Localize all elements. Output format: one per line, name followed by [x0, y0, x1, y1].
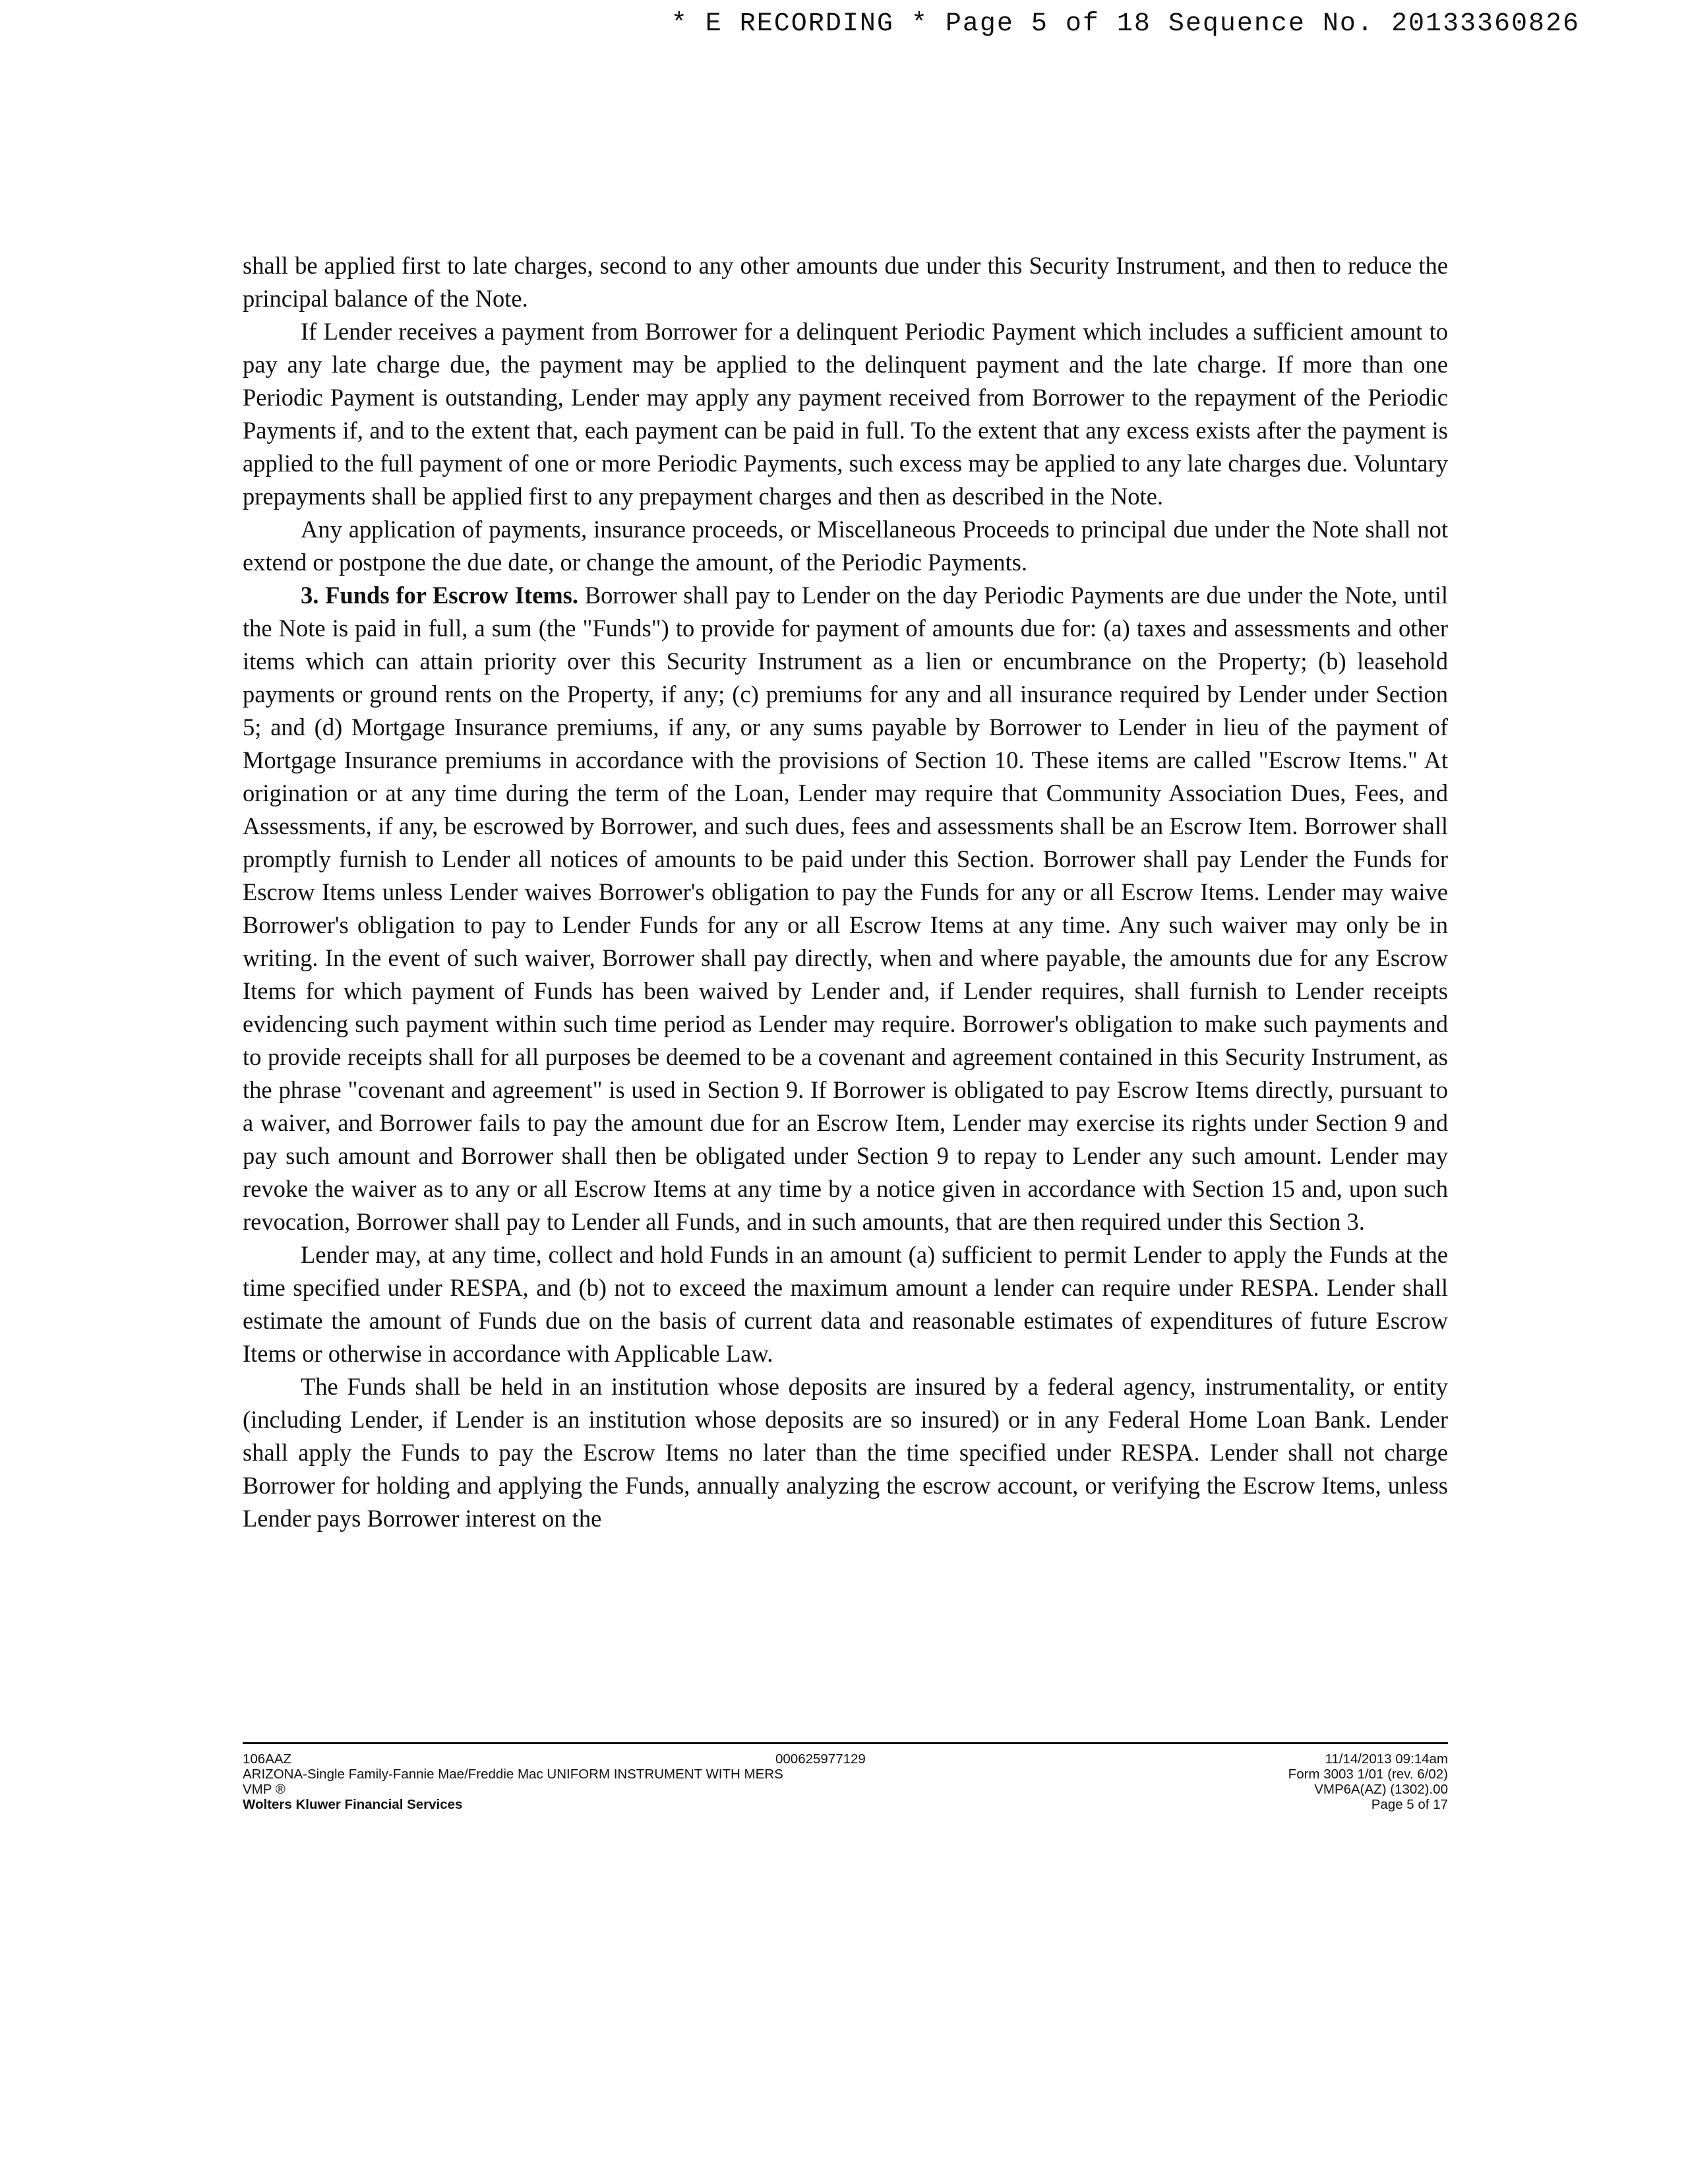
footer-vmp: VMP ® — [243, 1782, 286, 1797]
footer-middle-column — [775, 1751, 866, 1767]
paragraph-late-charges: shall be applied first to late charges, second to any other amounts due under this Security Instrument, and then to reduce the principal balance of the Note. — [243, 252, 1448, 312]
footer-page-number: Page 5 of 17 — [1371, 1797, 1448, 1812]
footer-left-column — [243, 1751, 783, 1812]
footer-form-title: ARIZONA-Single Family-Fannie Mae/Freddie Mac UNIFORM INSTRUMENT WITH MERS — [243, 1767, 783, 1782]
paragraph-funds-hold: Lender may, at any time, collect and hold Funds in an amount (a) sufficient to permit Lender to apply the Funds at the time specified under RESPA, and (b) not to exceed the maximum amount a lender can require under RESPA. Lender shall estimate the amount of Funds due on the basis of current data and reasonable estimates of expenditures of future Escrow Items or otherwise in accordance with Applicable Law. — [243, 1241, 1448, 1367]
recording-header: * E RECORDING * Page 5 of 18 Sequence No. 20133360826 — [671, 9, 1580, 39]
footer-vmp-code: VMP6A(AZ) (1302).00 — [1314, 1782, 1448, 1797]
footer-loan-number: 000625977129 — [775, 1751, 866, 1767]
paragraph-funds-institution: The Funds shall be held in an institution whose deposits are insured by a federal agency, instrumentality, or entity (including Lender, if Lender is an institution whose deposits are so insured) or in any Federal Home Loan Bank. Lender shall apply the Funds to pay the Escrow Items no later than the time specified under RESPA. Lender shall not charge Borrower for holding and applying the Funds, annually analyzing the escrow account, or verifying the Escrow Items, unless Lender pays Borrower interest on the — [243, 1373, 1448, 1532]
paragraph-delinquent-payment: If Lender receives a payment from Borrower for a delinquent Periodic Payment which includes a sufficient amount to pay any late charge due, the payment may be applied to the delinquent payment and the late charge. If more than one Periodic Payment is outstanding, Lender may apply any payment received from Borrower to the repayment of the Periodic Payments if, and to the extent that, each payment can be paid in full. To the extent that any excess exists after the payment is applied to the full payment of one or more Periodic Payments, such excess may be applied to any late charges due. Voluntary prepayments shall be applied first to any prepayment charges and then as described in the Note. — [243, 318, 1448, 510]
section-3-heading: 3. Funds for Escrow Items. — [301, 582, 579, 609]
paragraph-application-of-payments: Any application of payments, insurance proceeds, or Miscellaneous Proceeds to principal due under the Note shall not extend or postpone the due date, or change the amount, of the Periodic Payments. — [243, 516, 1448, 576]
section-3-text: Borrower shall pay to Lender on the day Periodic Payments are due under the Note, until the Note is paid in full, a sum (the "Funds") to provide for payment of amounts due for: (a) taxes and assessments and other items which can attain priority over this Security Instrument as a lien or encumbrance on the Property; (b) leasehold payments or ground rents on the Property, if any; (c) premiums for any and all insurance required by Lender under Section 5; and (d) Mortgage Insurance premiums, if any, or any sums payable by Borrower to Lender in lieu of the payment of Mortgage Insurance premiums in accordance with the provisions of Section 10. These items are called "Escrow Items." At origination or at any time during the term of the Loan, Lender may require that Community Association Dues, Fees, and Assessments, if any, be escrowed by Borrower, and such dues, fees and assessments shall be an Escrow Item. Borrower shall promptly furnish to Lender all notices of amounts to be paid under this Section. Borrower shall pay Lender the Funds for Escrow Items unless Lender waives Borrower's obligation to pay the Funds for any or all Escrow Items. Lender may waive Borrower's obligation to pay to Lender Funds for any or all Escrow Items at any time. Any such waiver may only be in writing. In the event of such waiver, Borrower shall pay directly, when and where payable, the amounts due for any Escrow Items for which payment of Funds has been waived by Lender and, if Lender requires, shall furnish to Lender receipts evidencing such payment within such time period as Lender may require. Borrower's obligation to make such payments and to provide receipts shall for all purposes be deemed to be a covenant and agreement contained in this Security Instrument, as the phrase "covenant and agreement" is used in Section 9. If Borrower is obligated to pay Escrow Items directly, pursuant to a waiver, and Borrower fails to pay the amount due for an Escrow Item, Lender may exercise its rights under Section 9 and pay such amount and Borrower shall then be obligated under Section 9 to repay to Lender any such amount. Lender may revoke the waiver as to any or all Escrow Items at any time by a notice given in accordance with Section 15 and, upon such revocation, Borrower shall pay to Lender all Funds, and in such amounts, that are then required under this Section 3. — [243, 582, 1448, 1235]
footer-divider — [243, 1742, 1448, 1744]
footer-right-column — [1288, 1751, 1448, 1812]
document-body — [243, 249, 1448, 1535]
footer-company: Wolters Kluwer Financial Services — [243, 1797, 463, 1812]
section-3-funds-for-escrow — [243, 579, 1448, 1238]
footer-timestamp: 11/14/2013 09:14am — [1325, 1751, 1448, 1767]
footer-form-code: 106AAZ — [243, 1751, 292, 1767]
footer-form-number: Form 3003 1/01 (rev. 6/02) — [1288, 1767, 1448, 1782]
